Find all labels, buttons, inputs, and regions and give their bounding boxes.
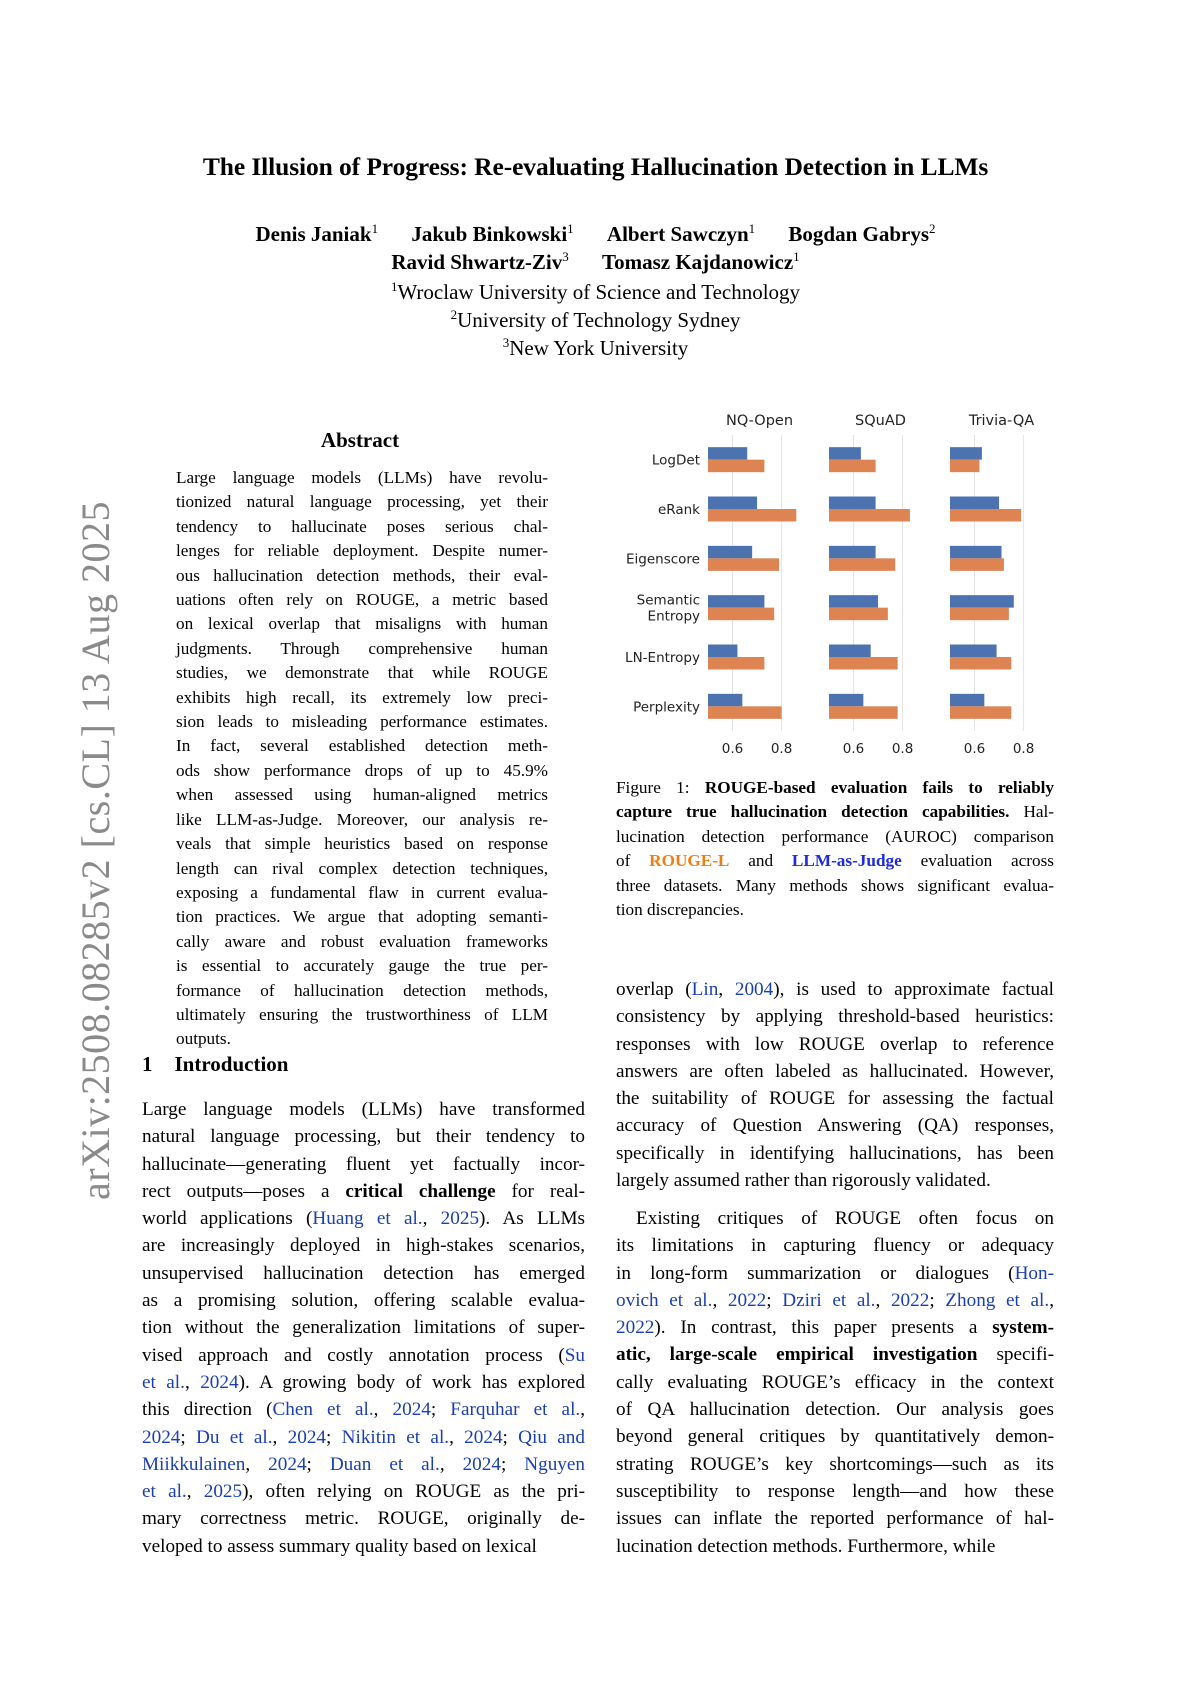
text-line	[176, 588, 548, 612]
text-run: length can rival complex detection techniques,	[176, 858, 548, 878]
section-heading-introduction	[142, 1052, 288, 1077]
citation-link[interactable]: Qiu and	[518, 1426, 585, 1448]
text-line	[616, 1341, 1054, 1368]
text-run: veals that simple heuristics based on response	[176, 834, 548, 854]
bar-rouge-l	[829, 558, 895, 571]
text-run: exposing a fundamental flaw in current evalua-	[176, 882, 548, 902]
text-run: ;	[180, 1426, 196, 1448]
text-line	[616, 849, 1054, 873]
bar-rouge-l	[708, 558, 779, 571]
bar-rouge-l	[950, 657, 1011, 670]
citation-link[interactable]: 2025	[440, 1208, 480, 1230]
text-line	[616, 1003, 1054, 1030]
text-line	[176, 783, 548, 807]
text-run: Existing critiques of ROUGE often focus on	[636, 1208, 1054, 1229]
text-line	[616, 1478, 1054, 1505]
text-run: tion discrepancies.	[616, 900, 744, 920]
text-line	[176, 808, 548, 832]
text-run: for real-	[495, 1180, 585, 1202]
text-run: studies, we demonstrate that while ROUGE	[176, 663, 548, 683]
text-line	[616, 1396, 1054, 1423]
text-run: cally evaluating ROUGE’s efficacy in the context	[616, 1371, 1054, 1393]
text-run: accuracy of Question Answering (QA) responses,	[616, 1115, 1054, 1137]
bar-rouge-l	[829, 460, 876, 473]
figure-1-caption	[616, 776, 1054, 922]
y-category-label: Entropy	[647, 608, 700, 625]
affiliation: $^1$Wroclaw University of Science and Technology	[390, 279, 801, 304]
text-line	[142, 1533, 585, 1560]
text-run: on lexical overlap that misaligns with human	[176, 614, 548, 634]
text-line	[616, 1140, 1054, 1167]
text-run: ,	[1049, 1289, 1054, 1311]
text-run: natural language processing, but their tendency to	[142, 1126, 585, 1148]
text-run: ;	[766, 1289, 783, 1311]
text-line	[616, 1533, 1054, 1560]
text-run: and	[729, 851, 792, 871]
text-line	[176, 710, 548, 734]
citation-link[interactable]: Duan et al.	[329, 1453, 440, 1475]
text-line	[142, 1260, 585, 1287]
text-run: ;	[500, 1453, 525, 1475]
text-run: veloped to assess summary quality based on lexical	[142, 1535, 537, 1557]
text-line	[176, 466, 548, 490]
citation-link[interactable]: 2024	[200, 1371, 239, 1393]
text-line	[616, 776, 1054, 800]
text-run: ,	[580, 1399, 586, 1421]
bar-rouge-l	[708, 608, 774, 621]
text-line	[616, 825, 1054, 849]
text-run: of QA hallucination detection. Our analysis goes	[616, 1399, 1054, 1421]
citation-link[interactable]: 2022	[890, 1289, 930, 1311]
text-run: when assessed using human-aligned metrics	[176, 785, 548, 805]
text-run: ous hallucination detection methods, their eval-	[176, 565, 548, 585]
text-run: exhibits high recall, its extremely low preci-	[176, 687, 548, 707]
text-line	[142, 1232, 585, 1259]
bar-llm-as-judge	[950, 645, 997, 658]
bar-llm-as-judge	[950, 546, 1002, 559]
text-line	[142, 1178, 585, 1205]
bar-llm-as-judge	[829, 645, 871, 658]
author: Jakub Binkowski$^1$	[411, 221, 574, 246]
text-line	[616, 898, 1054, 922]
text-line	[142, 1096, 585, 1123]
text-run: uations often rely on ROUGE, a metric based	[176, 590, 548, 610]
y-category-label: eRank	[657, 502, 700, 518]
text-run: tion practices. We argue that adopting semanti-	[176, 907, 548, 927]
text-run: responses with low ROUGE overlap to reference	[616, 1033, 1054, 1055]
text-line	[616, 1205, 1054, 1232]
introduction-left-column	[142, 1096, 585, 1560]
bar-llm-as-judge	[829, 497, 876, 510]
text-run: ;	[929, 1289, 946, 1311]
arxiv-side-label: arXiv:2508.08285v2 [cs.CL] 13 Aug 2025	[73, 501, 118, 1200]
text-run: atic, large-scale empirical investigation	[616, 1344, 978, 1366]
legend-llm-as-judge: LLM-as-Judge	[791, 851, 902, 871]
bar-llm-as-judge	[708, 694, 742, 707]
text-run: ,	[875, 1289, 891, 1311]
text-run: tendency to hallucinate poses serious chal-	[176, 516, 548, 536]
citation-link[interactable]: 2025	[203, 1481, 243, 1503]
text-run: tion without the generalization limitations of super-	[142, 1317, 585, 1339]
citation-link[interactable]: 2022	[727, 1289, 767, 1311]
author: Ravid Shwartz-Ziv$^3$	[391, 249, 569, 274]
text-run: hallucinate—generating fluent yet factually incor-	[142, 1153, 585, 1175]
text-run: strating ROUGE’s key shortcomings—such as its	[616, 1453, 1054, 1475]
x-tick-label: 0.8	[891, 741, 914, 757]
text-line	[176, 734, 548, 758]
text-line	[142, 1424, 585, 1451]
affiliation: $^2$University of Technology Sydney	[450, 307, 741, 332]
text-run: evaluation across	[901, 851, 1054, 871]
authors-row-2	[0, 250, 1191, 275]
text-run: critical challenge	[345, 1180, 496, 1202]
text-run: ;	[502, 1426, 519, 1448]
x-tick-label: 0.8	[770, 741, 793, 757]
citation-link[interactable]: Farquhar et al.	[450, 1399, 581, 1421]
citation-link[interactable]: 2004	[734, 979, 774, 1000]
y-category-label: LN-Entropy	[625, 650, 700, 666]
text-line	[176, 930, 548, 954]
text-line	[142, 1505, 585, 1532]
citation-link[interactable]: 2022	[616, 1317, 655, 1339]
bar-rouge-l	[708, 657, 764, 670]
text-run: ). In contrast, this paper presents a	[654, 1317, 993, 1339]
text-line	[176, 1003, 548, 1027]
text-line	[616, 1085, 1054, 1112]
text-line	[616, 976, 1054, 1003]
author: Bogdan Gabrys$^2$	[788, 221, 936, 246]
text-run: mary correctness metric. ROUGE, originally de-	[142, 1508, 585, 1530]
text-line	[176, 759, 548, 783]
author: Tomasz Kajdanowicz$^1$	[602, 249, 800, 274]
text-run: ROUGE-based evaluation fails to reliably	[704, 778, 1054, 797]
text-line	[616, 1232, 1054, 1259]
text-line	[142, 1451, 585, 1478]
bar-rouge-l	[950, 608, 1009, 621]
citation-link[interactable]: Hon-	[1014, 1262, 1054, 1284]
text-line	[176, 1027, 548, 1051]
citation-link[interactable]: 2024	[287, 1426, 326, 1448]
x-tick-label: 0.6	[963, 741, 986, 757]
text-run: ,	[449, 1426, 465, 1448]
text-run: ;	[306, 1453, 330, 1475]
introduction-right-paragraph-2	[616, 1205, 1054, 1560]
abstract-heading: Abstract	[320, 428, 400, 452]
text-line	[142, 1123, 585, 1150]
text-run: ,	[186, 1481, 204, 1503]
bar-rouge-l	[829, 608, 888, 621]
text-run: ods show performance drops of up to 45.9%	[176, 760, 548, 780]
text-run: beyond general critiques by quantitatively demon-	[616, 1426, 1054, 1448]
bar-rouge-l	[708, 460, 764, 473]
text-line	[176, 954, 548, 978]
text-run: ), often relying on ROUGE as the pri-	[242, 1481, 585, 1503]
text-run: in long-form summarization or dialogues (	[616, 1262, 1015, 1284]
citation-link[interactable]: 2024	[268, 1453, 307, 1475]
text-line	[176, 979, 548, 1003]
citation-link[interactable]: et al.	[142, 1481, 187, 1503]
citation-link[interactable]: Lin	[691, 979, 719, 1000]
text-line	[616, 1314, 1054, 1341]
bar-llm-as-judge	[708, 645, 737, 658]
text-run: specifically in identifying hallucinations, has been	[616, 1142, 1054, 1164]
text-run: tionized natural language processing, yet their	[176, 492, 548, 512]
y-category-label: LogDet	[651, 452, 700, 469]
text-run: rect outputs—poses a	[142, 1180, 346, 1202]
text-run: this direction (	[142, 1399, 273, 1421]
text-line	[176, 881, 548, 905]
text-run: judgments. Through comprehensive human	[176, 638, 548, 658]
abstract-body	[176, 466, 548, 1052]
text-line	[176, 661, 548, 685]
citation-link[interactable]: Nguyen	[524, 1453, 585, 1475]
text-run: ,	[422, 1208, 441, 1230]
citation-link[interactable]: Zhong et al.	[945, 1289, 1050, 1311]
text-run: lucination detection performance (AUROC) comparison	[616, 826, 1054, 846]
bar-llm-as-judge	[708, 546, 752, 559]
text-line	[616, 1451, 1054, 1478]
text-line	[176, 637, 548, 661]
panel-title: SQuAD	[855, 413, 906, 429]
text-line	[176, 832, 548, 856]
bar-rouge-l	[829, 706, 898, 719]
bar-llm-as-judge	[829, 595, 878, 608]
bar-rouge-l	[829, 657, 898, 670]
text-run: the suitability of ROUGE for assessing the factual	[616, 1088, 1054, 1110]
x-tick-label: 0.6	[842, 741, 865, 757]
legend-rouge-l: ROUGE-L	[649, 851, 730, 871]
text-line	[142, 1287, 585, 1314]
text-run: is essential to accurately gauge the true per-	[176, 956, 548, 976]
bar-llm-as-judge	[950, 694, 984, 707]
text-run: world applications (	[142, 1208, 313, 1230]
citation-link[interactable]: 2024	[392, 1399, 431, 1421]
text-run: its limitations in capturing fluency or adequacy	[616, 1235, 1054, 1257]
citation-link[interactable]: 2024	[462, 1453, 501, 1475]
bar-llm-as-judge	[708, 447, 747, 460]
y-category-label: Eigenscore	[626, 551, 700, 568]
text-line	[142, 1151, 585, 1178]
text-run: outputs.	[176, 1029, 231, 1049]
citation-link[interactable]: Du et al.	[196, 1426, 273, 1448]
citation-link[interactable]: 2024	[142, 1426, 181, 1448]
text-line	[176, 539, 548, 563]
bar-llm-as-judge	[829, 694, 863, 707]
text-run: vised approach and costly annotation process (	[142, 1344, 565, 1366]
text-run: ). A growing body of work has explored	[238, 1371, 586, 1393]
text-run: unsupervised hallucination detection has emerged	[142, 1262, 585, 1284]
text-line	[616, 1369, 1054, 1396]
text-run: are increasingly deployed in high-stakes scenarios,	[142, 1235, 585, 1257]
y-category-label: Semantic	[636, 592, 700, 609]
introduction-right-paragraph-1	[616, 976, 1054, 1194]
text-run: like LLM-as-Judge. Moreover, our analysis re-	[176, 809, 548, 829]
auroc-comparison-chart	[610, 413, 1070, 765]
text-line	[616, 1031, 1054, 1058]
bar-rouge-l	[950, 706, 1011, 719]
panel-title: NQ-Open	[725, 413, 794, 429]
text-line	[616, 1112, 1054, 1139]
text-run: capture true hallucination detection capabilities.	[616, 802, 1010, 822]
text-line	[176, 515, 548, 539]
text-run: ), is used to approximate factual	[773, 979, 1054, 1000]
text-line	[616, 800, 1054, 824]
text-line	[142, 1478, 585, 1505]
text-line	[176, 490, 548, 514]
author: Albert Sawczyn$^1$	[606, 221, 756, 246]
text-line	[616, 1167, 1054, 1194]
text-line	[142, 1396, 585, 1423]
citation-link[interactable]: ovich et al.	[616, 1289, 713, 1311]
bar-llm-as-judge	[950, 497, 999, 510]
text-line	[176, 564, 548, 588]
y-category-label: Perplexity	[633, 699, 700, 716]
x-tick-label: 0.8	[1012, 741, 1035, 757]
text-run: overlap (	[616, 979, 692, 1000]
text-run: Large language models (LLMs) have revolu-	[176, 468, 548, 487]
text-run: lenges for reliable deployment. Despite numer-	[176, 541, 548, 561]
citation-link[interactable]: Chen et al.	[272, 1399, 374, 1421]
text-run: ,	[373, 1399, 393, 1421]
bar-rouge-l	[950, 460, 979, 473]
text-run: lucination detection methods. Furthermore, while	[616, 1535, 996, 1557]
text-run: ;	[326, 1426, 342, 1448]
text-run: ,	[439, 1453, 463, 1475]
text-run: ultimately ensuring the trustworthiness of LLM	[176, 1004, 548, 1024]
panel-title: Trivia-QA	[968, 413, 1035, 429]
text-run: three datasets. Many methods shows significant evalua-	[616, 875, 1054, 895]
text-line	[176, 857, 548, 881]
citation-link[interactable]: Miikkulainen	[142, 1453, 246, 1475]
text-run: ,	[245, 1453, 269, 1475]
text-run: as a promising solution, offering scalable evalua-	[142, 1290, 585, 1312]
bar-rouge-l	[950, 558, 1004, 571]
x-tick-label: 0.6	[721, 741, 744, 757]
bar-llm-as-judge	[708, 595, 764, 608]
section-number: 1	[142, 1052, 153, 1076]
text-line	[616, 1058, 1054, 1085]
bar-llm-as-judge	[829, 546, 876, 559]
text-line	[616, 1287, 1054, 1314]
text-run: susceptibility to response length—and how these	[616, 1480, 1054, 1502]
affiliation: $^3$New York University	[502, 335, 689, 360]
bar-rouge-l	[708, 509, 796, 522]
text-line	[142, 1342, 585, 1369]
text-run: Figure 1:	[616, 778, 705, 797]
text-line	[142, 1314, 585, 1341]
paper-title: The Illusion of Progress: Re-evaluating Hallucination Detection in LLMs	[202, 152, 989, 181]
text-line	[616, 1260, 1054, 1287]
text-line	[616, 874, 1054, 898]
text-line	[616, 1423, 1054, 1450]
bar-llm-as-judge	[829, 447, 861, 460]
text-line	[176, 612, 548, 636]
text-run: formance of hallucination detection methods,	[176, 980, 548, 1000]
text-run: In fact, several established detection meth-	[176, 736, 548, 756]
text-run: specifi-	[977, 1344, 1054, 1366]
bar-llm-as-judge	[950, 447, 982, 460]
text-run: ,	[712, 1289, 728, 1311]
citation-link[interactable]: Su	[564, 1344, 585, 1366]
text-run: answers are often labeled as hallucinated. However,	[616, 1060, 1054, 1082]
bar-rouge-l	[950, 509, 1021, 522]
bar-llm-as-judge	[708, 497, 757, 510]
text-run: consistency by applying threshold-based heuristics:	[616, 1006, 1054, 1028]
bar-rouge-l	[829, 509, 910, 522]
text-run: cally aware and robust evaluation frameworks	[176, 931, 548, 951]
text-run: issues can inflate the reported performance of hal-	[616, 1508, 1054, 1530]
text-run: Large language models (LLMs) have transformed	[142, 1099, 585, 1120]
text-run: ;	[430, 1399, 451, 1421]
text-line	[142, 1369, 585, 1396]
text-run: system-	[992, 1317, 1054, 1339]
author: Denis Janiak$^1$	[255, 221, 379, 246]
text-run: largely assumed rather than rigorously validated.	[616, 1170, 991, 1192]
text-run: ,	[272, 1426, 288, 1448]
citation-link[interactable]: Nikitin et al.	[341, 1426, 450, 1448]
text-line	[616, 1505, 1054, 1532]
section-title: Introduction	[174, 1052, 289, 1076]
text-line	[142, 1205, 585, 1232]
citation-link[interactable]: Dziri et al.	[782, 1289, 876, 1311]
text-run: Hal-	[1009, 802, 1054, 822]
text-run: ). As LLMs	[479, 1208, 586, 1230]
text-run: ,	[184, 1371, 201, 1393]
authors-row-1	[0, 222, 1191, 247]
text-run: sion leads to misleading performance estimates.	[176, 712, 548, 732]
text-run: ,	[718, 979, 735, 1000]
text-run: of	[616, 851, 650, 871]
citation-link[interactable]: et al.	[142, 1371, 185, 1393]
text-line	[176, 686, 548, 710]
citation-link[interactable]: 2024	[464, 1426, 503, 1448]
citation-link[interactable]: Huang et al.	[312, 1208, 423, 1230]
bar-rouge-l	[708, 706, 782, 719]
bar-llm-as-judge	[950, 595, 1014, 608]
text-line	[176, 905, 548, 929]
